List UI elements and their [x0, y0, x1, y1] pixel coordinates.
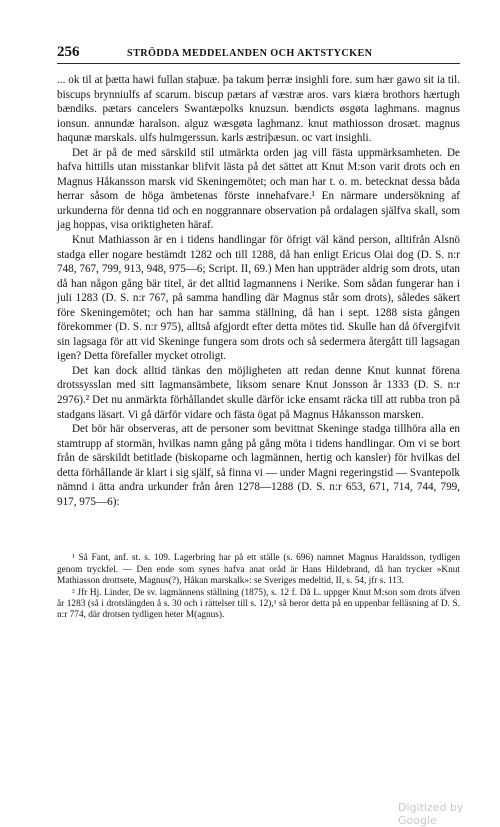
- page-number: 256: [57, 44, 80, 60]
- body-paragraph: Det bör här observeras, att de personer som bevittnat Skeninge stadga tillhöra alla en stamtrupp af stormän, hvilkas namn gång på gång möta i tidens handlingar. Om vi se bort från de särskildt betitlade (biskoparne och lagmännen, hertig och kansler) för hvilkas del detta förhållande är klart i sig själf, så finna vi — under Magni regeringstid — Svantepolk nämnd i ätta andra urkunder från åren 1278—1288 (D. S. n:r 653, 671, 714, 744, 799, 917, 975—6):: [57, 423, 460, 508]
- body-paragraph: Det kan dock alltid tänkas den möjligheten att redan denne Knut kunnat förena drotssysslan med sitt lagmansämbete, liksom senare Knut Jonsson år 1333 (D. S. n:r 2976).² Det nu anmärkta förhållandet skulle därför icke ensamt räcka till att rubba tron på stadgans läsart. Vi gå därför vidare och fästa ögat på Magnus Håkansson marsken.: [57, 364, 460, 421]
- footnote: ² Jfr Hj. Linder, De sv. lagmännens ställning (1875), s. 12 f. Då L. uppger Knut M:son som drots äfven år 1283 (så i drotslängden å s. 30 och i rättelser till s. 12),¹ så beror detta på en uppenbar felläsning af D. S. n:r 774, där drotsen tydligen heter M(agnus).: [57, 587, 460, 621]
- body-text: [57, 73, 460, 509]
- running-header: [57, 44, 460, 64]
- quoted-document-excerpt: ... ok til at þætta hawi fullan staþuæ. þa takum þerræ insighli fore. sum hær gawo sit ia til. biscups brynniulfs af scarum. biscup pætars af væstræ aros. vars kiæra brothors hærtugh bændiks. pætars cancelers Swantæpolks knuzsun. bændicts øsgøta laghmans. magnus ionsun. annundæ haralson. alguz wæsgøta laghmanz. knut mathiosson drosæt. magnus haqunæ marskals. ulfs hulmgerssun. karls æstriþæsun. oc vart insighli.: [57, 74, 460, 145]
- running-title: STRÖDDA MEDDELANDEN OCH AKTSTYCKEN: [127, 48, 373, 59]
- digitization-watermark: Digitized by Google: [398, 801, 464, 827]
- body-paragraph: Det är på de med särskild stil utmärkta orden jag vill fästa uppmärksamheten. De hafva hittills utan misstankar blifvit lästa på det sättet att Knut M:son varit drots och en Magnus Håkansson marsk vid Skeningemötet; och man har t. o. m. betecknat dessa båda herrar såsom de höga ämbetenas förste innehafvare.¹ En närmare undersökning af urkunderna för denna tid och en noggrannare observation på ordalagen själfva skall, som jag hoppas, visa oriktigheten häraf.: [57, 146, 460, 232]
- document-page: [57, 44, 460, 622]
- footnote: ¹ Så Fant, anf. st. s. 109. Lagerbring har på ett ställe (s. 696) namnet Magnus Haraldsson, tydligen genom tryckfel. — Den ende som synes hafva anat oråd är Hans Hildebrand, då han trycker »Knut Mathiasson drottsete, Magnus(?), Håkan marskalk»: se Sveriges medeltid, II, s. 54, jfr s. 113.: [57, 553, 460, 587]
- footnotes: [57, 553, 460, 621]
- body-paragraph: Knut Mathiasson är en i tidens handlingar för öfrigt väl känd person, alltifrån Alsnö stadga eller nogare bestämdt 1282 och till 1288, då han enligt Ericus Olai dog (D. S. n:r 748, 767, 799, 913, 948, 975—6; Script. II, 69.) Men han uppträder aldrig som drots, utan då han någon gång bär titel, är det alltid lagmannens i Nerike. Som sådan fungerar han i juli 1283 (D. S. n:r 767, på samma handling där Magnus står som drots), således säkert före Skeningemötet; och han har samma ställning, då han i sept. 1288 sista gången förekommer (D. S. n:r 975), alltså afgjordt efter detta mötes tid. Skulle han då öfvergifvit sin lagsaga för att vid Skeninge fungera som drots och så sedermera återgått till lagsagan igen? Detta förefaller mycket otroligt.: [57, 234, 460, 363]
